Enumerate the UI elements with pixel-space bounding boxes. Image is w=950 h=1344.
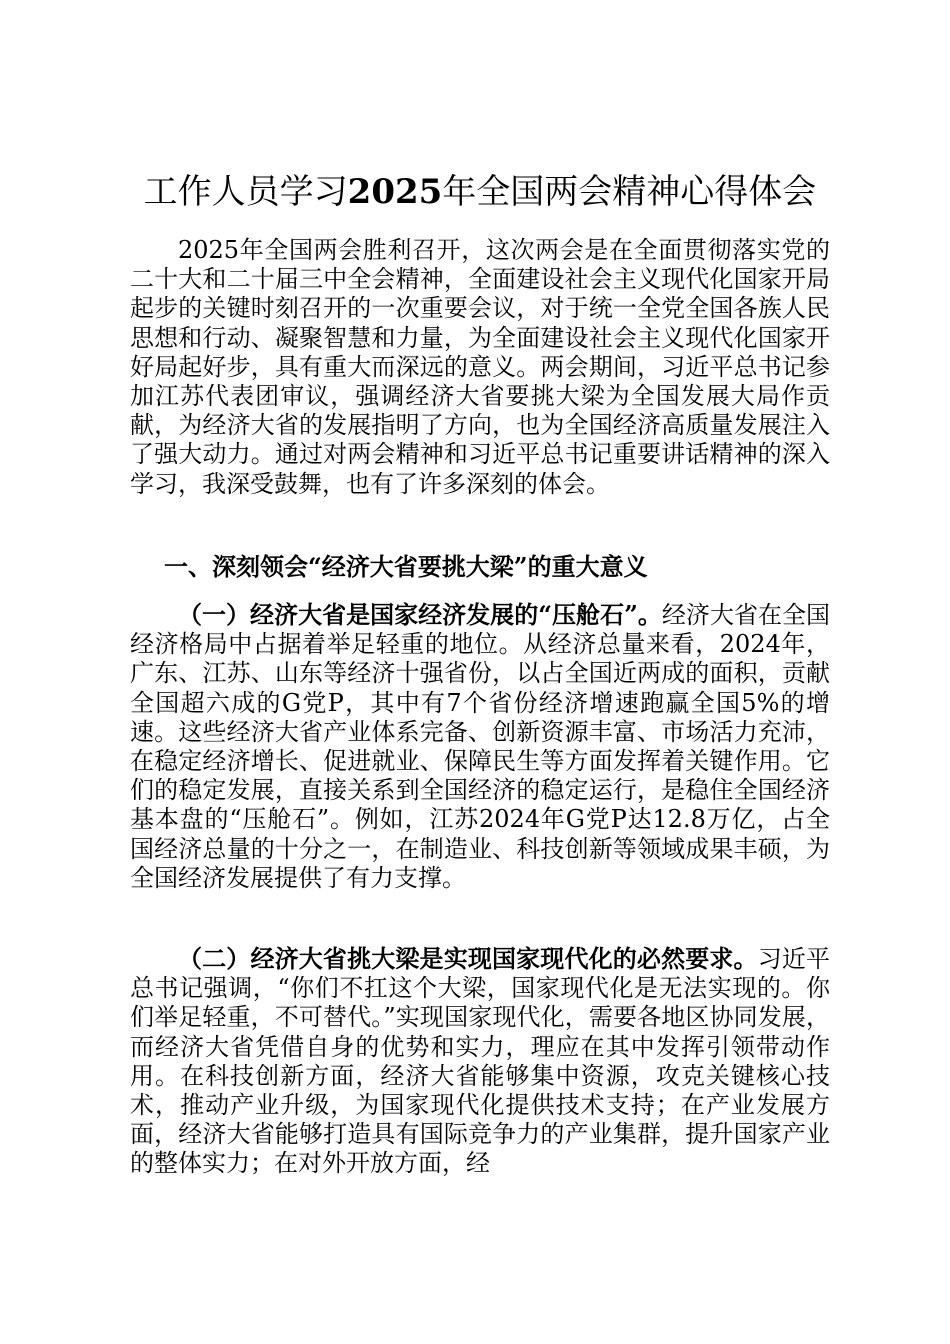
item-paragraph-1	[130, 600, 830, 893]
item-1-lead: （一）经济大省是国家经济发展的“压舱石”。	[178, 600, 662, 629]
section-heading-1: 一、深刻领会“经济大省要挑大梁”的重大意义	[164, 552, 648, 581]
item-1-body: 经济大省在全国经济格局中占据着举足轻重的地位。从经济总量来看，2024年，广东、江苏、山东等经济十强省份，以占全国近两成的面积，贡献全国超六成的G党P，其中有7个省份经济增速跑赢全国5%的增速。这些经济大省产业体系完备、创新资源丰富、市场活力充沛，在稳定经济增长、促进就业、保障民生等方面发挥着关键作用。它们的稳定发展，直接关系到全国经济的稳定运行，是稳住全国经济基本盘的“压舱石”。例如，江苏2024年G党P达12.8万亿，占全国经济总量的十分之一，在制造业、科技创新等领域成果丰硕，为全国经济发展提供了有力支撑。	[130, 601, 831, 892]
item-2-body: 习近平总书记强调，“你们不扛这个大梁，国家现代化是无法实现的。你们举足轻重，不可替代。”实现国家现代化，需要各地区协同发展，而经济大省凭借自身的优势和实力，理应在其中发挥引领带动作用。在科技创新方面，经济大省能够集中资源，攻克关键核心技术，推动产业升级，为国家现代化提供技术支持；在产业发展方面，经济大省能够打造具有国际竞争力的产业集群，提升国家产业的整体实力；在对外开放方面，经	[130, 945, 831, 1178]
item-paragraph-2	[130, 944, 830, 1179]
document-title	[130, 170, 830, 214]
title-prefix: 工作人员学习	[143, 172, 348, 212]
title-year: 2025	[347, 172, 443, 212]
item-2-lead: （二）经济大省挑大梁是实现国家现代化的必然要求。	[178, 944, 758, 973]
intro-paragraph: 2025年全国两会胜利召开，这次两会是在全面贯彻落实党的二十大和二十届三中全会精神，全面建设社会主义现代化国家开局起步的关键时刻召开的一次重要会议，对于统一全党全国各族人民思想和行动、凝聚智慧和力量，为全面建设社会主义现代化国家开好局起好步，具有重大而深远的意义。两会期间，习近平总书记参加江苏代表团审议，强调经济大省要挑大梁为全国发展大局作贡献，为经济大省的发展指明了方向，也为全国经济高质量发展注入了强大动力。通过对两会精神和习近平总书记重要讲话精神的深入学习，我深受鼓舞，也有了许多深刻的体会。	[130, 236, 830, 498]
title-suffix: 年全国两会精神心得体会	[442, 172, 817, 212]
